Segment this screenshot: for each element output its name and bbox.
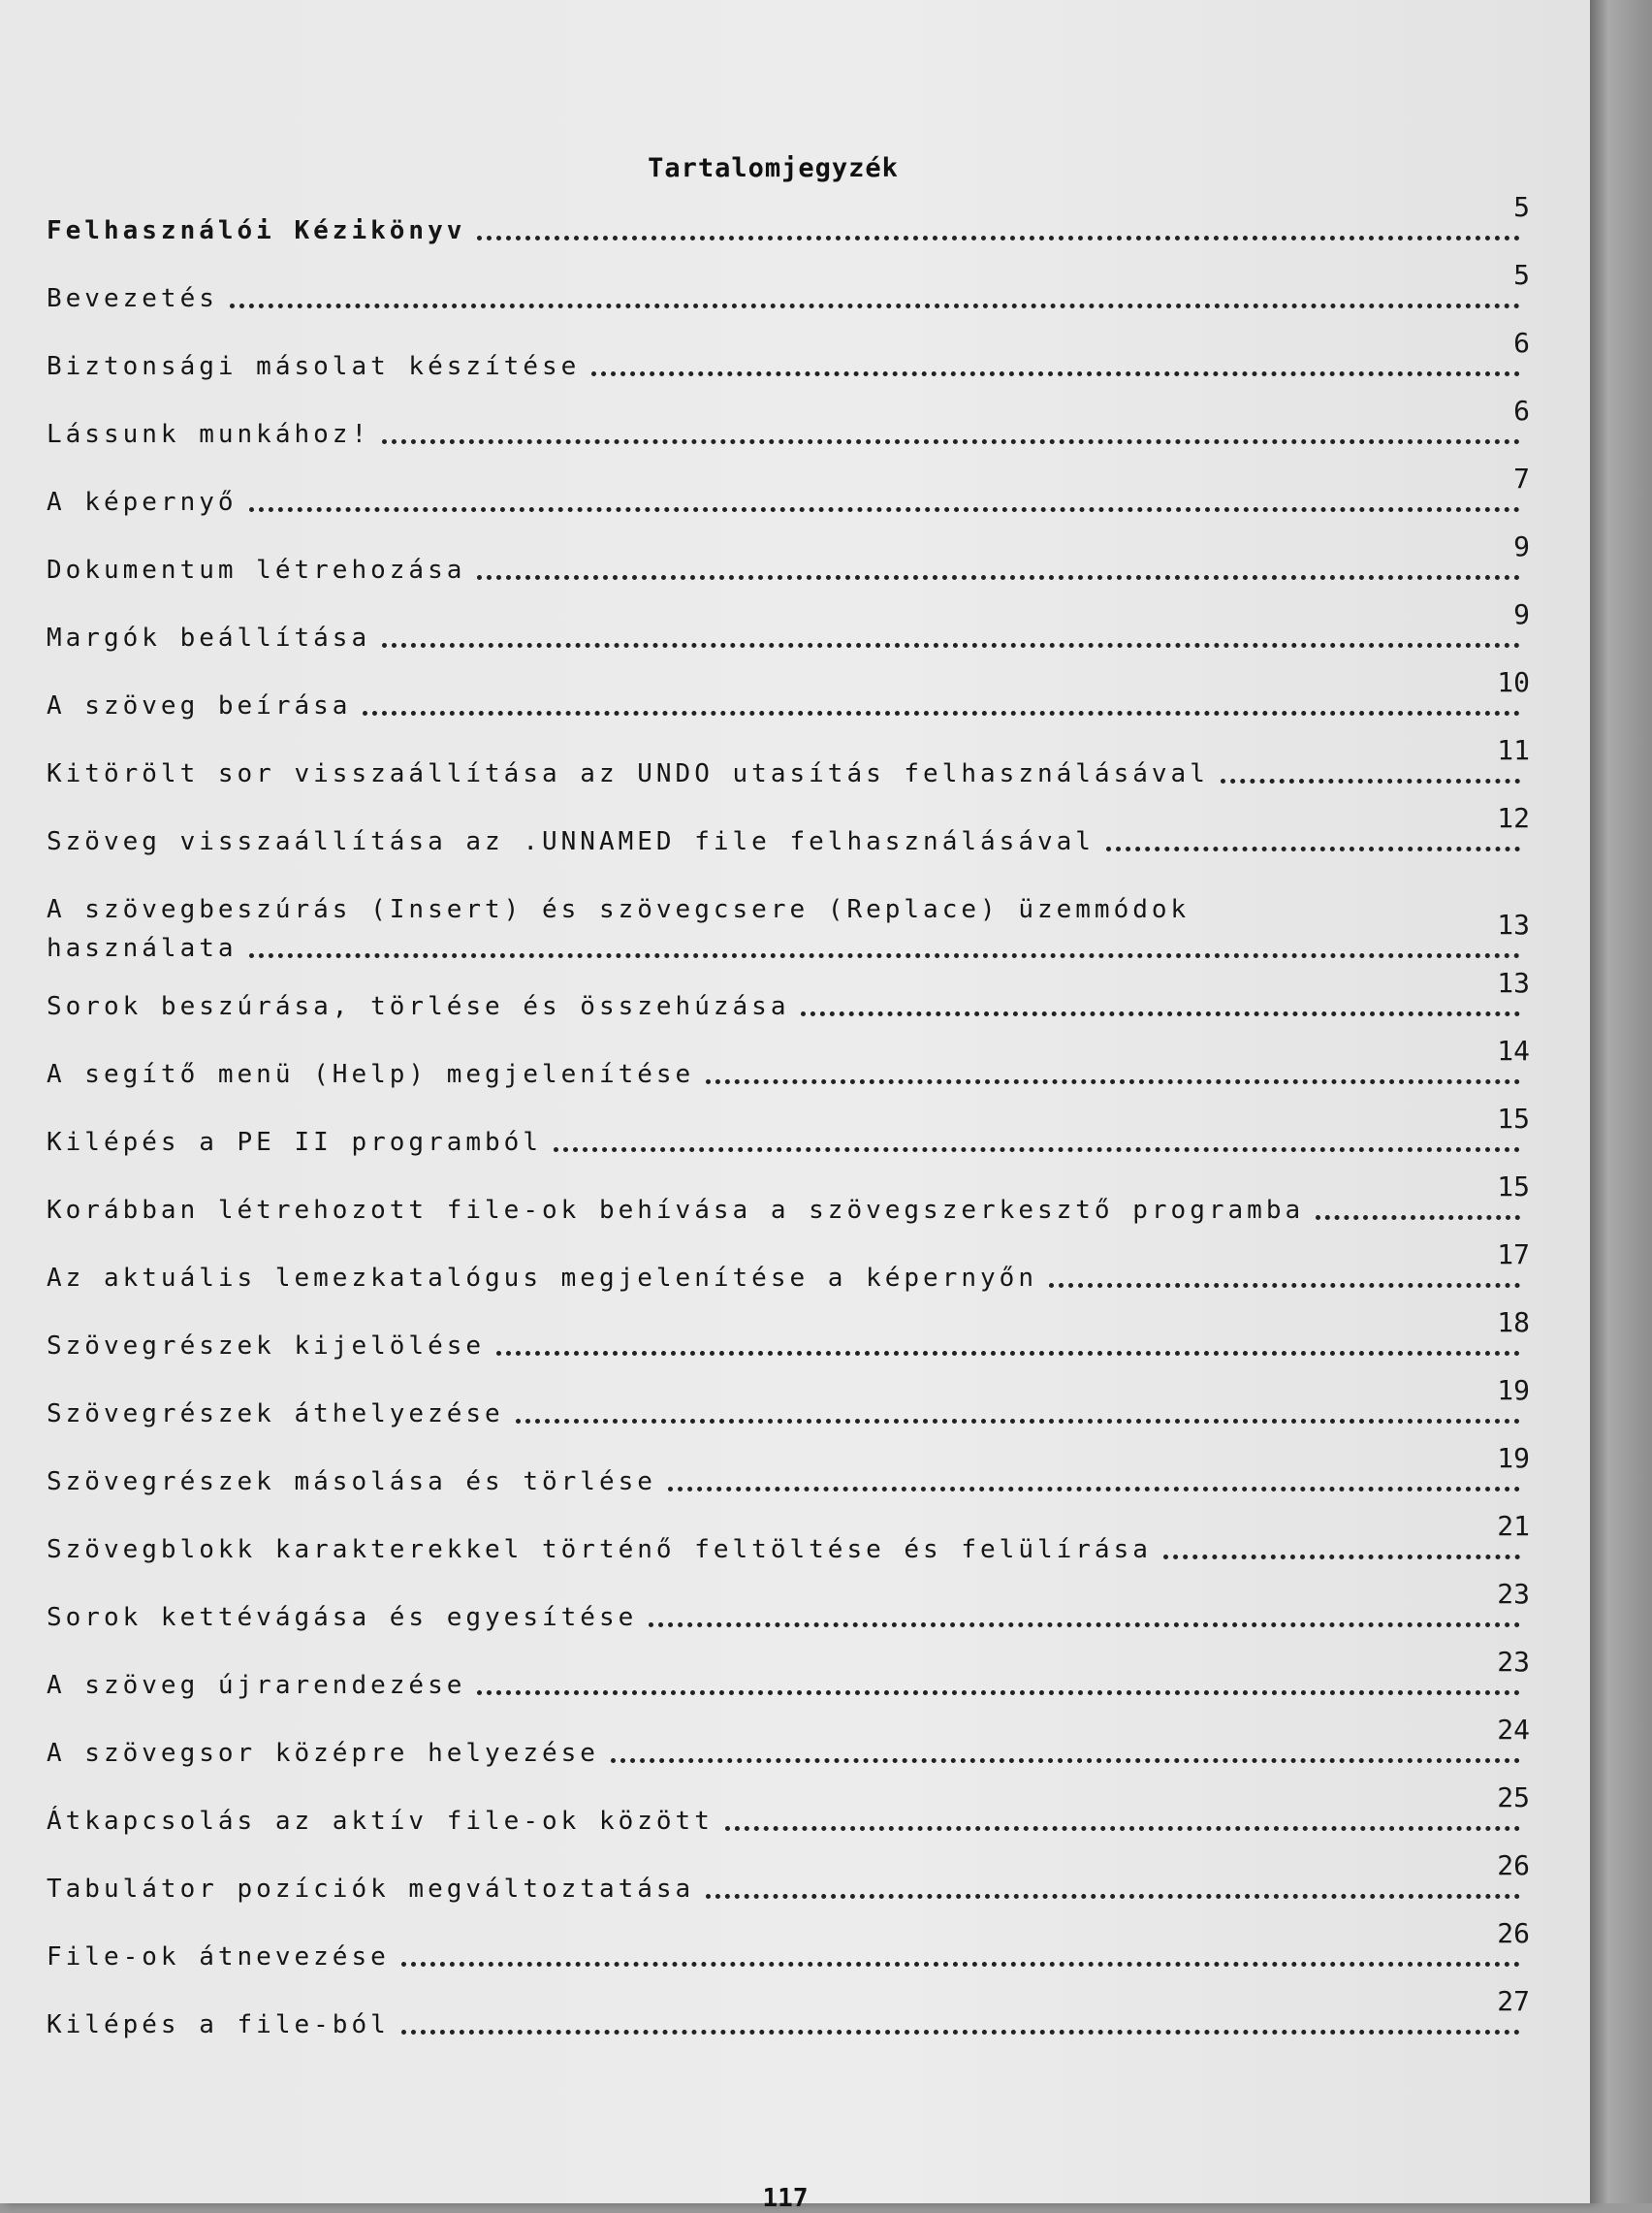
toc-entry-page-number: 6 <box>1513 327 1530 359</box>
toc-entry-title: Margók beállítása <box>47 624 371 653</box>
toc-entry-title: A szövegbeszúrás (Insert) és szövegcsere (Replace) üzemmódok <box>47 895 1191 924</box>
dot-leader <box>668 1481 1520 1491</box>
toc-entry <box>47 1374 1530 1433</box>
dot-leader <box>725 1820 1520 1831</box>
dot-leader <box>230 298 1520 308</box>
toc-entry-title: Dokumentum létrehozása <box>47 556 466 585</box>
toc-entry-page-number: 9 <box>1513 598 1530 630</box>
toc-entry-page-number: 5 <box>1513 191 1530 223</box>
toc-entry-page-number: 10 <box>1497 666 1530 698</box>
toc-entry <box>47 1510 1530 1569</box>
toc-entry-title: A szövegsor középre helyezése <box>47 1739 599 1768</box>
toc-entry <box>47 1035 1530 1094</box>
toc-entry-title: A szöveg újrarendezése <box>47 1671 466 1700</box>
toc-entry-page-number: 23 <box>1497 1646 1530 1678</box>
toc-entry <box>47 463 1530 522</box>
dot-leader <box>1049 1277 1520 1288</box>
toc-entry-page-number: 13 <box>1497 967 1530 999</box>
toc-entry-page-number: 9 <box>1513 530 1530 562</box>
dot-leader <box>382 433 1520 444</box>
toc-entry <box>47 1985 1530 2044</box>
toc-entry-title: Bevezetés <box>47 284 218 313</box>
dot-leader <box>591 366 1520 376</box>
toc-entry <box>47 1171 1530 1230</box>
dot-leader <box>477 1684 1520 1695</box>
toc-entry-title: File-ok átnevezése <box>47 1942 390 1972</box>
toc-entry-title: Szövegblokk karakterekkel történő feltöltése és felülírása <box>47 1535 1152 1564</box>
toc-entry-page-number: 19 <box>1497 1374 1530 1406</box>
toc-entry-page-number: 13 <box>1497 909 1530 941</box>
toc-entry-title: A képernyő <box>47 488 238 517</box>
dot-leader <box>249 947 1520 958</box>
toc-entry <box>47 191 1530 250</box>
toc-entry-page-number: 24 <box>1497 1714 1530 1746</box>
toc-entry <box>47 598 1530 657</box>
dot-leader <box>706 1888 1520 1899</box>
toc-entry-title: A segítő menü (Help) megjelenítése <box>47 1060 695 1089</box>
toc-entry-page-number: 21 <box>1497 1510 1530 1542</box>
dot-leader <box>401 2024 1520 2035</box>
toc-entry <box>47 1917 1530 1976</box>
toc-entry-title: Szövegrészek áthelyezése <box>47 1399 504 1428</box>
dot-leader <box>249 501 1520 512</box>
toc-entry-page-number: 15 <box>1497 1171 1530 1203</box>
dot-leader <box>496 1345 1520 1356</box>
dot-leader <box>649 1617 1520 1627</box>
toc-entry <box>47 1849 1530 1908</box>
toc-entry-page-number: 23 <box>1497 1578 1530 1610</box>
page-edge-shadow <box>1590 0 1652 2203</box>
dot-leader <box>554 1141 1520 1152</box>
toc-entry-page-number: 6 <box>1513 395 1530 427</box>
dot-leader <box>706 1074 1520 1084</box>
toc-entry <box>47 327 1530 386</box>
toc-entry-title: A szöveg beírása <box>47 691 352 721</box>
dot-leader <box>477 230 1520 241</box>
toc-entry-title: Szöveg visszaállítása az .UNNAMED file felhasználásával <box>47 827 1095 856</box>
toc-entry-page-number: 15 <box>1497 1103 1530 1135</box>
toc-entry-title: Lássunk munkához! <box>47 420 371 449</box>
dot-leader <box>1163 1549 1520 1559</box>
toc-entry-title: Biztonsági másolat készítése <box>47 352 581 381</box>
toc-entry-page-number: 26 <box>1497 1917 1530 1949</box>
toc-entry <box>47 1578 1530 1637</box>
toc-entry-title: Kilépés a file-ból <box>47 2010 390 2039</box>
dot-leader <box>382 637 1520 648</box>
dot-leader <box>1106 841 1520 851</box>
toc-entry <box>47 1646 1530 1705</box>
toc-entry-page-number: 19 <box>1497 1442 1530 1474</box>
toc-entry-page-number: 14 <box>1497 1035 1530 1067</box>
toc-entry-title: Szövegrészek másolása és törlése <box>47 1467 656 1496</box>
toc-entry-page-number: 12 <box>1497 802 1530 834</box>
toc-entry-title: Kitörölt sor visszaállítása az UNDO utasítás felhasználásával <box>47 759 1209 788</box>
toc-entry-title: Tabulátor pozíciók megváltoztatása <box>47 1875 695 1904</box>
page-title: Tartalomjegyzék <box>648 153 899 183</box>
toc-entry <box>47 890 1530 968</box>
toc-entry-title-continued: használata <box>47 934 238 963</box>
dot-leader <box>401 1956 1520 1967</box>
toc-entry <box>47 1714 1530 1773</box>
toc-entry <box>47 1238 1530 1298</box>
toc-entry-title: Átkapcsolás az aktív file-ok között <box>47 1807 714 1836</box>
dot-leader <box>1221 773 1520 784</box>
dot-leader <box>1316 1209 1520 1220</box>
toc-entry <box>47 1781 1530 1841</box>
toc-entry-page-number: 27 <box>1497 1985 1530 2017</box>
toc-entry-page-number: 7 <box>1513 463 1530 495</box>
page-number-footer: 117 <box>762 2184 809 2213</box>
toc-entry <box>47 530 1530 590</box>
toc-entry-title: Sorok beszúrása, törlése és összehúzása <box>47 992 790 1021</box>
toc-entry-page-number: 25 <box>1497 1781 1530 1813</box>
toc-entry <box>47 967 1530 1026</box>
toc-entry-page-number: 18 <box>1497 1306 1530 1338</box>
toc-entry <box>47 1306 1530 1365</box>
toc-entry <box>47 734 1530 793</box>
toc-entry-title: Korábban létrehozott file-ok behívása a szövegszerkesztő programba <box>47 1196 1305 1225</box>
dot-leader <box>611 1752 1520 1763</box>
dot-leader <box>516 1413 1520 1424</box>
toc-entry-title: Kilépés a PE II programból <box>47 1128 542 1157</box>
toc-entry <box>47 259 1530 318</box>
dot-leader <box>801 1006 1520 1016</box>
toc-entry <box>47 666 1530 725</box>
dot-leader <box>363 705 1520 716</box>
dot-leader <box>477 569 1520 580</box>
toc-entry <box>47 395 1530 454</box>
toc-entry-page-number: 5 <box>1513 259 1530 291</box>
toc-entry <box>47 1442 1530 1501</box>
toc-entry <box>47 1103 1530 1162</box>
toc-entry-title: Szövegrészek kijelölése <box>47 1331 486 1361</box>
toc-entry <box>47 802 1530 861</box>
toc-entry-page-number: 26 <box>1497 1849 1530 1881</box>
toc-entry-page-number: 17 <box>1497 1238 1530 1270</box>
toc-entry-title: Sorok kettévágása és egyesítése <box>47 1603 638 1632</box>
toc-entry-title: Felhasználói Kézikönyv <box>47 216 466 245</box>
toc-entry-title: Az aktuális lemezkatalógus megjelenítése a képernyőn <box>47 1264 1037 1293</box>
toc-entry-page-number: 11 <box>1497 734 1530 766</box>
